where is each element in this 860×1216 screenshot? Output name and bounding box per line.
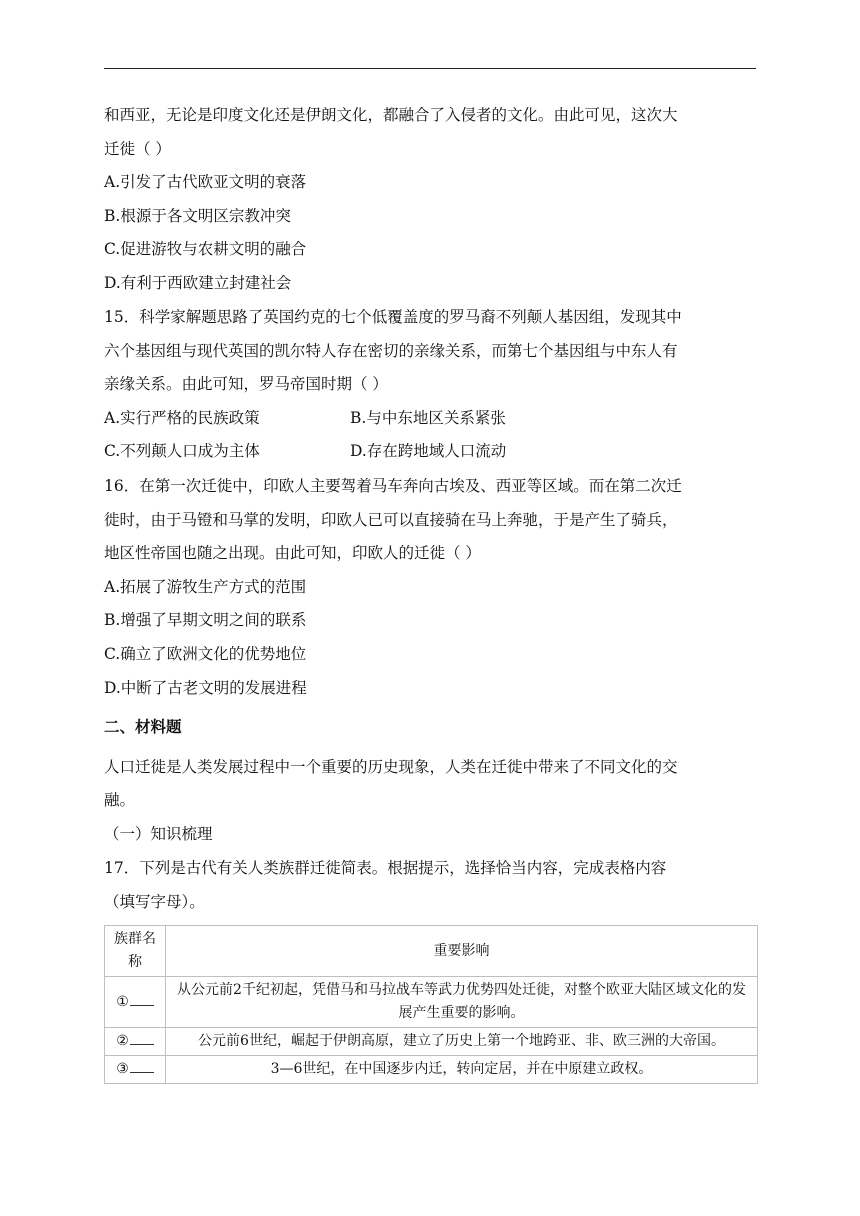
header-impact: 重要影响 [166, 926, 758, 977]
q15-stem-line-3: 亲缘关系。由此可知，罗马帝国时期（ ） [104, 375, 388, 393]
q15-option-c: C.不列颠人口成为主体 [104, 442, 260, 460]
row-marker: ② [116, 1033, 129, 1049]
row-marker: ③ [116, 1061, 129, 1077]
q16-option-b: B.增强了早期文明之间的联系 [104, 611, 307, 629]
answer-blank[interactable] [130, 991, 154, 1006]
q15-option-a: A.实行严格的民族政策 [104, 409, 260, 427]
section-intro-line-1: 人口迁徙是人类发展过程中一个重要的历史现象，人类在迁徙中带来了不同文化的交 [104, 758, 678, 776]
row-marker-cell [105, 977, 166, 1028]
q16-option-d: D.中断了古老文明的发展进程 [104, 679, 307, 697]
q16-stem-line-1: 16．在第一次迁徙中，印欧人主要驾着马车奔向古埃及、西亚等区域。而在第二次迁 [104, 477, 682, 495]
q17-stem-line-1: 17．下列是古代有关人类族群迁徙简表。根据提示，选择恰当内容，完成表格内容 [104, 859, 667, 877]
section-title: 二、材料题 [104, 718, 182, 736]
row-marker-cell [105, 1028, 166, 1056]
impact-cell: 公元前6世纪，崛起于伊朗高原，建立了历史上第一个地跨亚、非、欧三洲的大帝国。 [166, 1028, 758, 1056]
row-marker-cell [105, 1056, 166, 1084]
migration-table [104, 925, 758, 1084]
q15-stem-line-2: 六个基因组与现代英国的凯尔特人存在密切的亲缘关系，而第七个基因组与中东人有 [104, 342, 678, 360]
q14-option-c: C.促进游牧与农耕文明的融合 [104, 240, 307, 258]
q16-stem-line-3: 地区性帝国也随之出现。由此可知，印欧人的迁徙（ ） [104, 544, 481, 562]
q16-option-a: A.拓展了游牧生产方式的范围 [104, 578, 307, 596]
answer-blank[interactable] [130, 1058, 154, 1073]
q15-option-d: D.存在跨地域人口流动 [350, 442, 507, 460]
header-rule [104, 68, 756, 69]
q16-stem-line-2: 徙时，由于马镫和马掌的发明，印欧人已可以直接骑在马上奔驰，于是产生了骑兵， [104, 511, 678, 529]
header-ethnic-group: 族群名称 [105, 926, 166, 977]
q14-option-b: B.根源于各文明区宗教冲突 [104, 207, 291, 225]
impact-cell: 3—6世纪，在中国逐步内迁，转向定居，并在中原建立政权。 [166, 1056, 758, 1084]
q16-option-c: C.确立了欧洲文化的优势地位 [104, 645, 307, 663]
q14-stem-line-2: 迁徙（ ） [104, 140, 171, 158]
section-intro-line-2: 融。 [104, 791, 136, 809]
impact-cell: 从公元前2千纪初起，凭借马和马拉战车等武力优势四处迁徙，对整个欧亚大陆区域文化的发展产生重要的影响。 [166, 977, 758, 1028]
table-row [105, 977, 758, 1028]
q14-stem-line-1: 和西亚，无论是印度文化还是伊朗文化，都融合了入侵者的文化。由此可见，这次大 [104, 106, 678, 124]
q14-option-a: A.引发了古代欧亚文明的衰落 [104, 173, 307, 191]
q15-stem-line-1: 15．科学家解题思路了英国约克的七个低覆盖度的罗马裔不列颠人基因组，发现其中 [104, 308, 682, 326]
subsection-title: （一）知识梳理 [104, 825, 213, 843]
table-row [105, 1028, 758, 1056]
q17-stem-line-2: （填写字母）。 [104, 893, 205, 911]
q14-option-d: D.有利于西欧建立封建社会 [104, 274, 292, 292]
q15-option-b: B.与中东地区关系紧张 [350, 409, 506, 427]
answer-blank[interactable] [130, 1030, 154, 1045]
table-header-row [105, 926, 758, 977]
row-marker: ① [116, 993, 129, 1010]
table-row [105, 1056, 758, 1084]
